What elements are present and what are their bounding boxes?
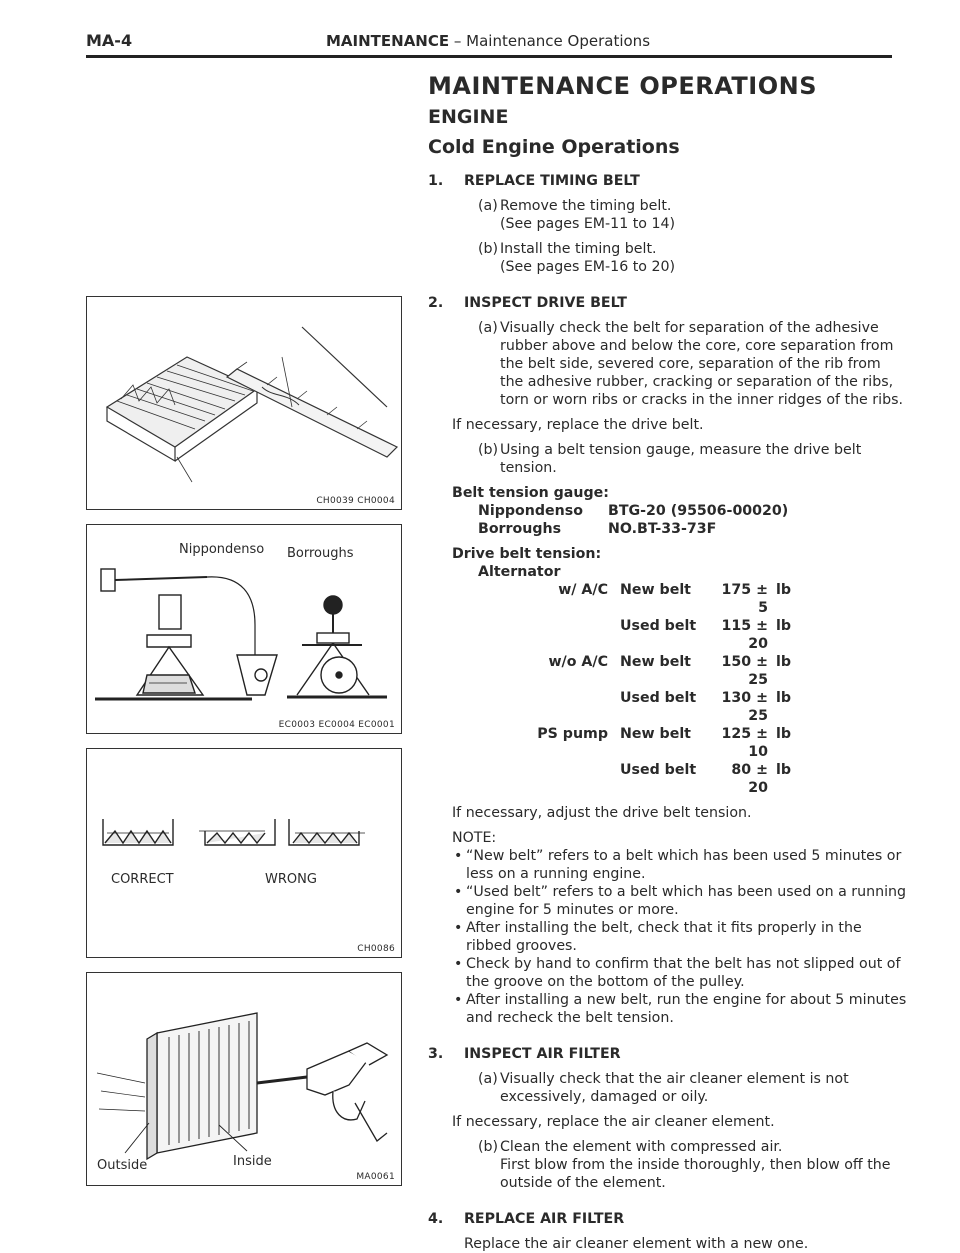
step-title: REPLACE AIR FILTER bbox=[464, 1211, 625, 1227]
tension-belt: Used belt bbox=[620, 618, 697, 634]
note-item: • “Used belt” refers to a belt which has been used on a running engine for 5 minutes or more. bbox=[452, 883, 908, 919]
air-filter-illustration bbox=[87, 973, 400, 1183]
tension-unit: lb bbox=[776, 582, 792, 598]
replace-text: If necessary, replace the drive belt. bbox=[452, 417, 704, 433]
label-inside: Inside bbox=[233, 1154, 272, 1169]
tension-value: 130 ± 25 bbox=[721, 690, 768, 724]
tension-model: w/o A/C bbox=[548, 654, 608, 670]
gauge-heading: Belt tension gauge: bbox=[452, 485, 609, 501]
tension-belt: Used belt bbox=[620, 762, 697, 778]
step-replace-timing-belt bbox=[428, 172, 908, 276]
substep-a bbox=[464, 1070, 908, 1106]
alternator-label: Alternator bbox=[478, 564, 561, 580]
adjust-text: If necessary, adjust the drive belt tension. bbox=[452, 805, 752, 821]
note-item: • “New belt” refers to a belt which has been used 5 minutes or less on a running engine. bbox=[452, 847, 908, 883]
tension-value: 150 ± 25 bbox=[721, 654, 768, 688]
figure-code: EC0003 EC0004 EC0001 bbox=[278, 720, 395, 730]
substep-b bbox=[464, 240, 908, 276]
header-separator: – bbox=[449, 32, 467, 50]
belt-fit-illustration bbox=[87, 749, 400, 955]
page-header bbox=[86, 30, 892, 58]
label-correct: CORRECT bbox=[111, 872, 174, 887]
label-borroughs: Borroughs bbox=[287, 546, 354, 561]
step-title: INSPECT DRIVE BELT bbox=[464, 295, 627, 311]
substep-a bbox=[464, 197, 908, 233]
section-cold-engine: Cold Engine Operations bbox=[428, 136, 680, 158]
substep-label: (b) bbox=[478, 442, 499, 458]
tension-value: 125 ± 10 bbox=[721, 726, 768, 760]
header-subsection: Maintenance Operations bbox=[466, 32, 651, 50]
note-item: • After installing a new belt, run the engine for about 5 minutes and recheck the belt tension. bbox=[452, 991, 908, 1027]
substep-text: Visually check that the air cleaner element is not excessively, damaged or oily. bbox=[500, 1071, 849, 1105]
tension-unit: lb bbox=[776, 762, 792, 778]
gauge-name: Nippondenso bbox=[478, 503, 583, 519]
substep-ref: (See pages EM-16 to 20) bbox=[500, 259, 676, 275]
substep-b bbox=[464, 1138, 908, 1192]
step-number: 3. bbox=[428, 1046, 444, 1062]
figure-code: CH0039 CH0004 bbox=[316, 496, 395, 506]
tension-belt: New belt bbox=[620, 654, 691, 670]
note-item: • Check by hand to confirm that the belt has not slipped out of the groove on the bottom of the pulley. bbox=[452, 955, 908, 991]
figure-code: MA0061 bbox=[356, 1172, 395, 1182]
page-code: MA-4 bbox=[86, 31, 133, 50]
tension-value: 175 ± 5 bbox=[721, 582, 768, 616]
step-number: 1. bbox=[428, 173, 444, 189]
note-label: NOTE: bbox=[452, 830, 497, 846]
substep-text: Install the timing belt. bbox=[500, 241, 657, 257]
tension-belt: New belt bbox=[620, 726, 691, 742]
drive-belt-illustration bbox=[87, 297, 400, 507]
step-inspect-drive-belt bbox=[428, 294, 908, 1027]
substep-label: (a) bbox=[478, 1071, 498, 1087]
tension-unit: lb bbox=[776, 690, 792, 706]
label-nippondenso: Nippondenso bbox=[179, 542, 265, 557]
note-block bbox=[452, 829, 908, 1027]
tension-heading: Drive belt tension: bbox=[452, 546, 602, 562]
step-title: REPLACE TIMING BELT bbox=[464, 173, 640, 189]
header-section: MAINTENANCE bbox=[326, 32, 450, 50]
step-replace-air-filter bbox=[428, 1210, 908, 1253]
substep-label: (a) bbox=[478, 320, 498, 336]
step-inspect-air-filter bbox=[428, 1045, 908, 1192]
tension-model: PS pump bbox=[537, 726, 608, 742]
tension-belt: New belt bbox=[620, 582, 691, 598]
figure-drive-belt bbox=[86, 296, 402, 510]
replace-text: If necessary, replace the air cleaner element. bbox=[452, 1114, 775, 1130]
tension-gauge-illustration bbox=[87, 525, 400, 731]
tension-unit: lb bbox=[776, 726, 792, 742]
header-title bbox=[326, 32, 650, 50]
substep-label: (a) bbox=[478, 198, 498, 214]
section-engine: ENGINE bbox=[428, 106, 509, 128]
page-title: MAINTENANCE OPERATIONS bbox=[428, 72, 817, 100]
step-number: 2. bbox=[428, 295, 444, 311]
tension-model: w/ A/C bbox=[558, 582, 608, 598]
label-wrong: WRONG bbox=[265, 872, 317, 887]
substep-label: (b) bbox=[478, 241, 499, 257]
substep-text: Clean the element with compressed air. bbox=[500, 1139, 783, 1155]
tension-unit: lb bbox=[776, 654, 792, 670]
figure-tension-gauges bbox=[86, 524, 402, 734]
main-content bbox=[428, 72, 908, 1253]
tension-belt: Used belt bbox=[620, 690, 697, 706]
label-outside: Outside bbox=[97, 1158, 148, 1173]
step-text: Replace the air cleaner element with a new one. bbox=[464, 1236, 809, 1252]
gauge-model: NO.BT-33-73F bbox=[608, 521, 717, 537]
tension-value: 115 ± 20 bbox=[721, 618, 768, 652]
substep-text: Visually check the belt for separation of the adhesive rubber above and below the core, core separation from the belt side, severed core, separation of the rib from the adhesive rubber, cracking or separation of the ribs, torn or worn ribs or cracks in the inner ridges of the ribs. bbox=[500, 320, 903, 408]
tension-model bbox=[478, 689, 620, 725]
tension-table bbox=[478, 563, 908, 797]
step-number: 4. bbox=[428, 1211, 444, 1227]
substep-text: Remove the timing belt. bbox=[500, 198, 672, 214]
tension-model bbox=[478, 617, 620, 653]
substep-text: Using a belt tension gauge, measure the drive belt tension. bbox=[500, 442, 862, 476]
substep-text: First blow from the inside thoroughly, then blow off the outside of the element. bbox=[500, 1157, 891, 1191]
gauge-name: Borroughs bbox=[478, 521, 562, 537]
tension-model bbox=[478, 761, 620, 797]
substep-ref: (See pages EM-11 to 14) bbox=[500, 216, 676, 232]
figure-air-filter bbox=[86, 972, 402, 1186]
gauge-list bbox=[452, 502, 908, 538]
substep-label: (b) bbox=[478, 1139, 499, 1155]
substep-b bbox=[464, 441, 908, 477]
note-item: • After installing the belt, check that it fits properly in the ribbed grooves. bbox=[452, 919, 908, 955]
figure-belt-fit bbox=[86, 748, 402, 958]
gauge-model: BTG-20 (95506-00020) bbox=[608, 503, 789, 519]
substep-a bbox=[464, 319, 908, 409]
tension-value: 80 ± 20 bbox=[731, 762, 768, 796]
step-title: INSPECT AIR FILTER bbox=[464, 1046, 621, 1062]
figure-code: CH0086 bbox=[357, 944, 395, 954]
tension-unit: lb bbox=[776, 618, 792, 634]
